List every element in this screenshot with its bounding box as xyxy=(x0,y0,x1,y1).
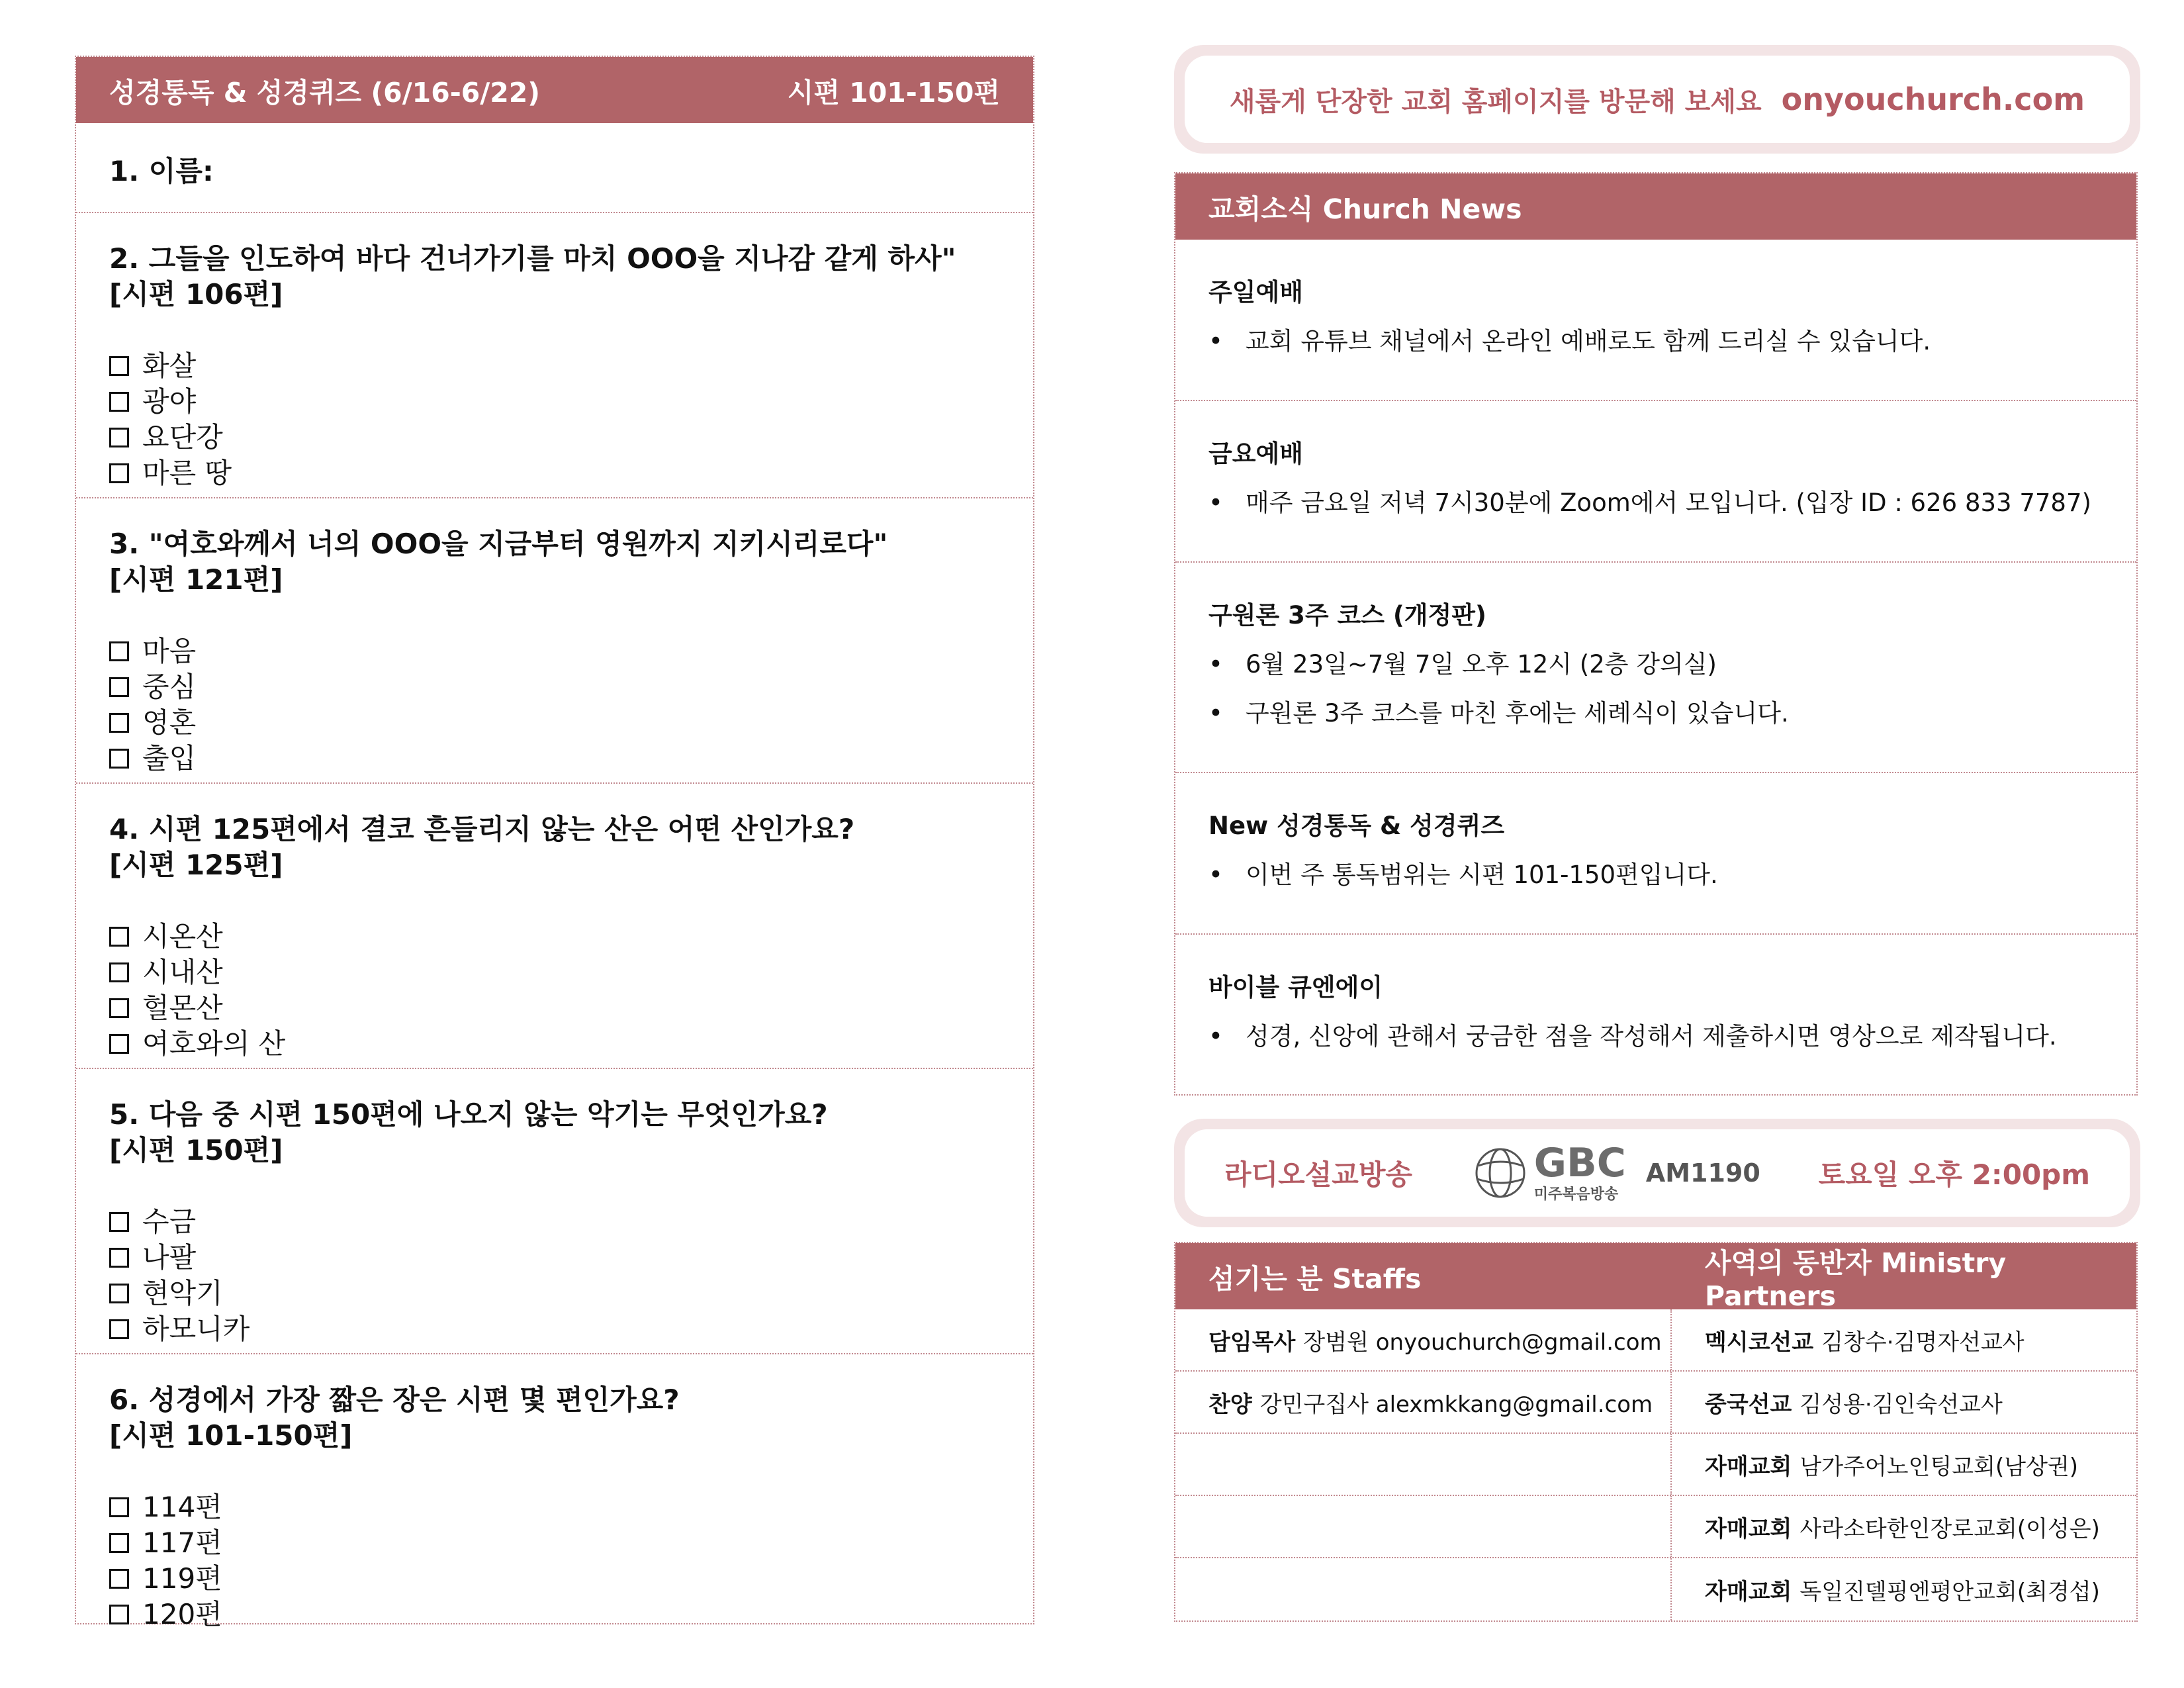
checkbox-icon[interactable] xyxy=(109,1212,129,1232)
question-ref: [시편 125편] xyxy=(109,849,283,881)
option-label: 114편 xyxy=(142,1491,222,1523)
table-row xyxy=(1175,1309,2136,1372)
checkbox-icon[interactable] xyxy=(109,927,129,947)
option[interactable] xyxy=(109,741,1000,776)
news-item: • 6월 23일~7월 7일 오후 12시 (2층 강의실) xyxy=(1208,649,2103,680)
news-section-title: 바이블 큐엔에이 xyxy=(1208,973,1383,1002)
staff-cell: 찬양 강민구집사 alexmkkang@gmail.com xyxy=(1175,1372,1672,1432)
radio-time: 토요일 오후 2:00pm xyxy=(1818,1158,2090,1191)
checkbox-icon[interactable] xyxy=(109,1605,129,1624)
news-item: • 교회 유튜브 채널에서 온라인 예배로도 함께 드리실 수 있습니다. xyxy=(1208,326,2103,357)
radio-station: AM1190 xyxy=(1645,1158,1760,1188)
staff-cell xyxy=(1175,1496,1672,1557)
bullet-icon: • xyxy=(1208,327,1223,355)
checkbox-icon[interactable] xyxy=(109,1034,129,1054)
option-label: 나팔 xyxy=(142,1241,197,1274)
gbc-logo xyxy=(1471,1139,1760,1203)
table-row xyxy=(1175,1558,2136,1620)
table-row xyxy=(1175,1434,2136,1496)
bullet-icon: • xyxy=(1208,650,1223,679)
checkbox-icon[interactable] xyxy=(109,1284,129,1303)
staff-table xyxy=(1174,1242,2138,1622)
option[interactable] xyxy=(109,1276,1000,1311)
checkbox-icon[interactable] xyxy=(109,428,129,447)
radio-banner xyxy=(1174,1119,2140,1227)
option[interactable] xyxy=(109,348,1000,384)
question-text: 5. 다음 중 시편 150편에 나오지 않는 악기는 무엇인가요? xyxy=(109,1098,828,1131)
news-section-title: 주일예배 xyxy=(1208,278,1303,306)
checkbox-icon[interactable] xyxy=(109,641,129,661)
news-item: • 성경, 신앙에 관해서 궁금한 점을 작성해서 제출하시면 영상으로 제작됩니다. xyxy=(1208,1021,2103,1053)
option-label: 영혼 xyxy=(142,706,197,739)
name-label: 1. 이름: xyxy=(109,155,214,187)
option-label: 중심 xyxy=(142,671,197,703)
question-ref: [시편 121편] xyxy=(109,563,283,596)
partner-cell: 자매교회 사라소타한인장로교회(이성은) xyxy=(1705,1515,2100,1542)
option-label: 광야 xyxy=(142,385,197,418)
news-section-friday xyxy=(1175,401,2136,563)
news-section-bible-reading xyxy=(1175,773,2136,935)
church-news xyxy=(1174,172,2138,1096)
question-text: 2. 그들을 인도하여 바다 건너가기를 마치 OOO을 지나감 같게 하사" xyxy=(109,242,956,275)
table-row xyxy=(1175,1372,2136,1434)
quiz-range: 시편 101-150편 xyxy=(787,76,1000,109)
option[interactable] xyxy=(109,384,1000,420)
option-label: 시온산 xyxy=(142,920,223,953)
option-label: 수금 xyxy=(142,1205,197,1238)
gbc-logo-subtext: 미주복음방송 xyxy=(1533,1186,1619,1203)
checkbox-icon[interactable] xyxy=(109,463,129,483)
option[interactable] xyxy=(109,1204,1000,1240)
option[interactable] xyxy=(109,1489,1000,1525)
checkbox-icon[interactable] xyxy=(109,749,129,769)
checkbox-icon[interactable] xyxy=(109,962,129,982)
option-label: 하모니카 xyxy=(142,1313,250,1345)
option-label: 화살 xyxy=(142,350,197,382)
quiz-title: 성경통독 & 성경퀴즈 (6/16-6/22) xyxy=(109,76,541,109)
checkbox-icon[interactable] xyxy=(109,713,129,733)
option[interactable] xyxy=(109,1525,1000,1561)
option-label: 출입 xyxy=(142,742,197,774)
question-5 xyxy=(76,1069,1033,1354)
staff-cell xyxy=(1175,1434,1672,1495)
homepage-banner xyxy=(1174,45,2140,154)
option[interactable] xyxy=(109,669,1000,705)
question-ref: [시편 150편] xyxy=(109,1134,283,1166)
checkbox-icon[interactable] xyxy=(109,998,129,1018)
news-section-course xyxy=(1175,563,2136,773)
question-text: 3. "여호와께서 너의 OOO을 지금부터 영원까지 지키시리로다" xyxy=(109,528,888,560)
news-item: • 매주 금요일 저녁 7시30분에 Zoom에서 모입니다. (입장 ID : 626 833 7787) xyxy=(1208,487,2103,519)
partner-cell: 자매교회 남가주어노인팅교회(남상권) xyxy=(1705,1453,2079,1480)
bullet-icon: • xyxy=(1208,861,1223,889)
option[interactable] xyxy=(109,1240,1000,1276)
globe-icon xyxy=(1471,1143,1530,1203)
staff-cell: 담임목사 장범원 onyouchurch@gmail.com xyxy=(1175,1309,1672,1370)
option[interactable] xyxy=(109,1026,1000,1062)
partner-cell: 멕시코선교 김창수·김명자선교사 xyxy=(1705,1329,2025,1356)
checkbox-icon[interactable] xyxy=(109,1319,129,1339)
news-section-title: 금요예배 xyxy=(1208,440,1303,468)
partner-cell: 중국선교 김성용·김인숙선교사 xyxy=(1705,1391,2003,1418)
checkbox-icon[interactable] xyxy=(109,356,129,376)
option[interactable] xyxy=(109,705,1000,741)
homepage-text: 새롭게 단장한 교회 홈페이지를 방문해 보세요 xyxy=(1229,86,1762,117)
option[interactable] xyxy=(109,420,1000,455)
question-6 xyxy=(76,1354,1033,1639)
question-4 xyxy=(76,784,1033,1069)
option[interactable] xyxy=(109,633,1000,669)
homepage-link[interactable]: onyouchurch.com xyxy=(1781,81,2085,117)
option-label: 117편 xyxy=(142,1526,222,1559)
bullet-icon: • xyxy=(1208,699,1223,727)
staff-cell xyxy=(1175,1558,1672,1620)
option[interactable] xyxy=(109,1561,1000,1597)
name-row xyxy=(76,123,1033,213)
question-3 xyxy=(76,498,1033,784)
checkbox-icon[interactable] xyxy=(109,1533,129,1553)
question-ref: [시편 106편] xyxy=(109,278,283,310)
checkbox-icon[interactable] xyxy=(109,1248,129,1268)
staff-header xyxy=(1175,1243,2136,1312)
gbc-logo-text: GBC xyxy=(1533,1139,1626,1186)
quiz-header xyxy=(76,57,1033,123)
option-label: 마른 땅 xyxy=(142,457,232,489)
option-label: 마음 xyxy=(142,635,197,667)
news-header: 교회소식 Church News xyxy=(1175,173,2136,240)
option[interactable] xyxy=(109,1597,1000,1632)
checkbox-icon[interactable] xyxy=(109,392,129,412)
question-ref: [시편 101-150편] xyxy=(109,1419,353,1452)
news-section-sunday xyxy=(1175,240,2136,401)
option[interactable] xyxy=(109,1311,1000,1347)
option-label: 120편 xyxy=(142,1598,222,1630)
checkbox-icon[interactable] xyxy=(109,1569,129,1589)
staff-header-left: 섬기는 분 Staffs xyxy=(1208,1262,1422,1295)
question-text: 4. 시편 125편에서 결코 흔들리지 않는 산은 어떤 산인가요? xyxy=(109,813,855,845)
news-section-title: 구원론 3주 코스 (개정판) xyxy=(1208,601,1486,630)
option[interactable] xyxy=(109,919,1000,955)
bullet-icon: • xyxy=(1208,1022,1223,1051)
checkbox-icon[interactable] xyxy=(109,1497,129,1517)
option-label: 119편 xyxy=(142,1562,222,1595)
checkbox-icon[interactable] xyxy=(109,677,129,697)
news-section-qna xyxy=(1175,935,2136,1094)
option-label: 헐몬산 xyxy=(142,992,223,1024)
option[interactable] xyxy=(109,955,1000,990)
news-item: • 이번 주 통독범위는 시편 101-150편입니다. xyxy=(1208,859,2103,891)
option[interactable] xyxy=(109,990,1000,1026)
option[interactable] xyxy=(109,455,1000,491)
table-row xyxy=(1175,1496,2136,1558)
staff-header-right: 사역의 동반자 Ministry Partners xyxy=(1705,1246,2007,1312)
option-label: 여호와의 산 xyxy=(142,1027,286,1060)
quiz-panel xyxy=(75,56,1034,1630)
option-label: 요단강 xyxy=(142,421,223,453)
news-section-title: New 성경통독 & 성경퀴즈 xyxy=(1208,812,1505,840)
question-2 xyxy=(76,213,1033,498)
question-text: 6. 성경에서 가장 짧은 장은 시편 몇 편인가요? xyxy=(109,1383,680,1416)
news-item: • 구원론 3주 코스를 마친 후에는 세례식이 있습니다. xyxy=(1208,698,2103,729)
radio-label: 라디오설교방송 xyxy=(1224,1158,1413,1191)
partner-cell: 자매교회 독일진델핑엔평안교회(최경섭) xyxy=(1705,1578,2100,1605)
option-label: 시내산 xyxy=(142,956,223,988)
option-label: 현악기 xyxy=(142,1277,223,1309)
bullet-icon: • xyxy=(1208,489,1223,517)
